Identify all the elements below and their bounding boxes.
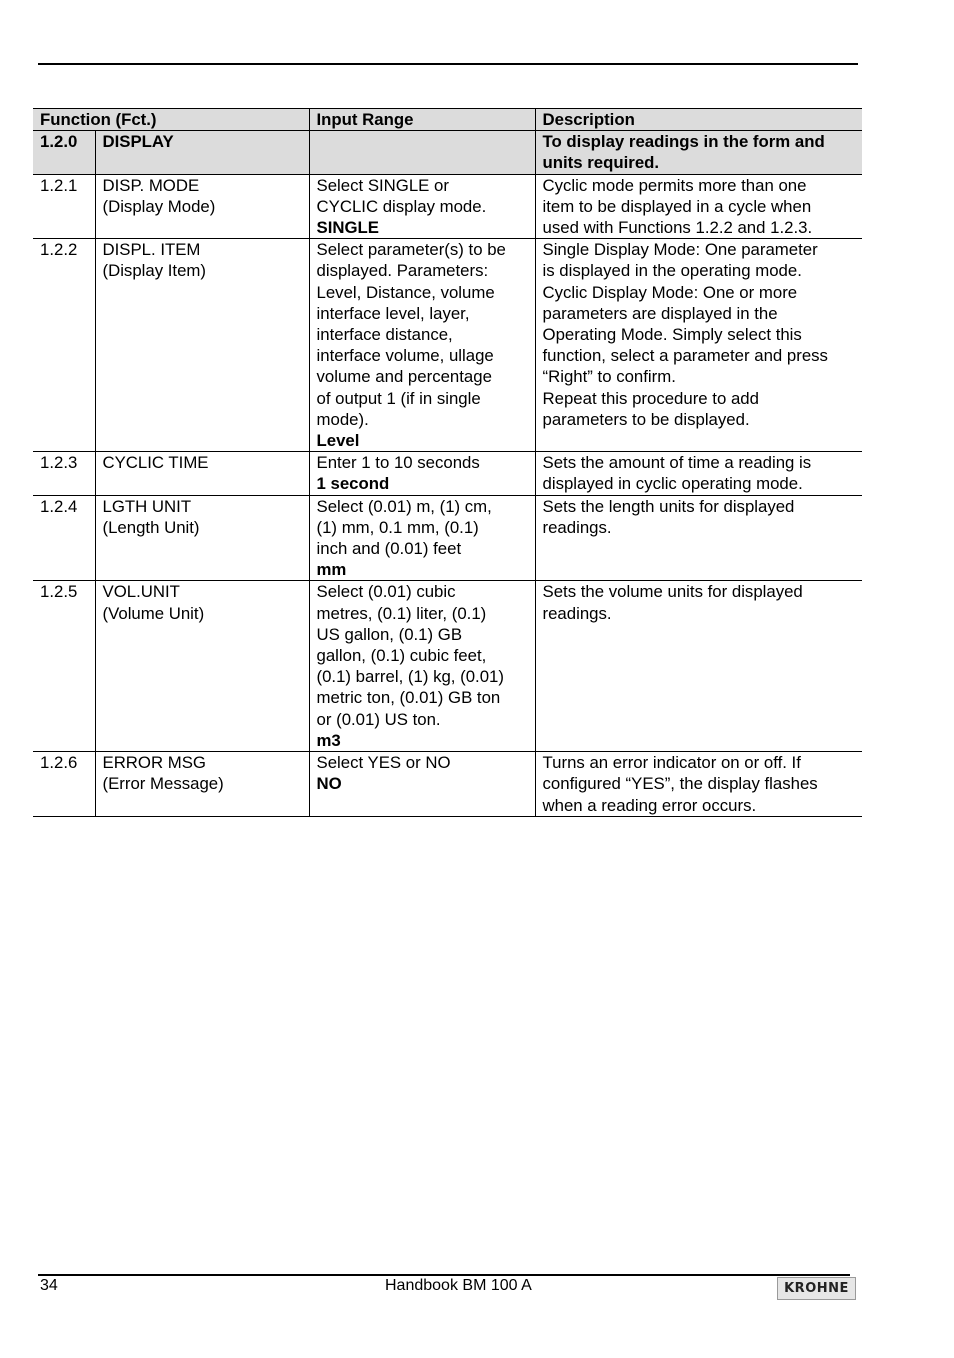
description-line: is displayed in the operating mode.	[542, 261, 802, 281]
function-name-line: DISPL. ITEM	[102, 240, 201, 260]
description-line: Sets the amount of time a reading is	[542, 453, 812, 473]
default-value: m3	[316, 730, 341, 750]
input-range-line: Select YES or NO	[316, 753, 451, 773]
function-name-line: (Display Mode)	[102, 196, 216, 216]
function-table-body	[33, 109, 862, 817]
description-line: Turns an error indicator on or off. If	[542, 753, 801, 773]
input-range-line: metres, (0.1) liter, (0.1)	[316, 603, 487, 623]
function-name	[95, 581, 309, 752]
page-number: 34	[40, 1277, 58, 1294]
header-function: Function (Fct.)	[33, 109, 309, 131]
description-line: “Right” to confirm.	[542, 367, 676, 387]
function-name	[95, 174, 309, 239]
function-number: 1.2.6	[33, 752, 95, 817]
function-name	[95, 752, 309, 817]
description-line: Sets the length units for displayed	[542, 496, 795, 516]
description-line: parameters to be displayed.	[542, 409, 750, 429]
section-number: 1.2.0	[33, 131, 95, 174]
description-line: Sets the volume units for displayed	[542, 582, 803, 602]
default-value: mm	[316, 560, 347, 580]
krohne-logo: KROHNE	[777, 1277, 856, 1300]
description-line: configured “YES”, the display flashes	[542, 774, 818, 794]
description-line: function, select a parameter and press	[542, 346, 828, 366]
input-range-line: mode).	[316, 409, 369, 429]
function-name-line: LGTH UNIT	[102, 496, 192, 516]
input-range-line: Select parameter(s) to be	[316, 240, 506, 260]
input-range-line: US gallon, (0.1) GB	[316, 624, 463, 644]
section-name: DISPLAY	[95, 131, 309, 174]
function-name	[95, 495, 309, 581]
input-range-line: gallon, (0.1) cubic feet,	[316, 646, 487, 666]
description	[535, 452, 862, 495]
table-row	[33, 452, 862, 495]
header-input-range: Input Range	[309, 109, 535, 131]
input-range	[309, 752, 535, 817]
description-line: parameters are displayed in the	[542, 303, 778, 323]
description-line: displayed in cyclic operating mode.	[542, 474, 803, 494]
table-row	[33, 581, 862, 752]
function-name-line: ERROR MSG	[102, 753, 206, 773]
input-range-line: (1) mm, 0.1 mm, (0.1)	[316, 517, 479, 537]
input-range-line: or (0.01) US ton.	[316, 709, 441, 729]
table-header-row	[33, 109, 862, 131]
input-range-line: (0.1) barrel, (1) kg, (0.01)	[316, 667, 504, 687]
input-range-line: interface volume, ullage	[316, 346, 494, 366]
table-row	[33, 239, 862, 452]
section-row	[33, 131, 862, 174]
default-value: SINGLE	[316, 218, 379, 238]
header-description: Description	[535, 109, 862, 131]
table-row	[33, 495, 862, 581]
function-number: 1.2.3	[33, 452, 95, 495]
description-line: used with Functions 1.2.2 and 1.2.3.	[542, 218, 813, 238]
section-description-line: units required.	[542, 153, 660, 173]
input-range-line: Select (0.01) cubic	[316, 582, 456, 602]
default-value: NO	[316, 774, 342, 794]
description	[535, 581, 862, 752]
function-table	[33, 108, 862, 817]
description-line: Single Display Mode: One parameter	[542, 240, 818, 260]
table-row	[33, 174, 862, 239]
top-rule	[38, 63, 858, 65]
function-number: 1.2.5	[33, 581, 95, 752]
section-input	[309, 131, 535, 174]
function-number: 1.2.1	[33, 174, 95, 239]
function-name	[95, 239, 309, 452]
description	[535, 239, 862, 452]
description	[535, 752, 862, 817]
function-name	[95, 452, 309, 495]
input-range	[309, 239, 535, 452]
section-description	[535, 131, 862, 174]
description-line: Operating Mode. Simply select this	[542, 325, 802, 345]
default-value: Level	[316, 431, 360, 451]
function-number: 1.2.2	[33, 239, 95, 452]
description-line: Cyclic mode permits more than one	[542, 175, 807, 195]
input-range-line: interface level, layer,	[316, 303, 470, 323]
input-range-line: displayed. Parameters:	[316, 261, 489, 281]
input-range-line: Level, Distance, volume	[316, 282, 495, 302]
description-line: Cyclic Display Mode: One or more	[542, 282, 798, 302]
table-row	[33, 752, 862, 817]
input-range-line: of output 1 (if in single	[316, 388, 481, 408]
description-line: when a reading error occurs.	[542, 795, 757, 815]
description	[535, 174, 862, 239]
function-number: 1.2.4	[33, 495, 95, 581]
input-range-line: metric ton, (0.01) GB ton	[316, 688, 501, 708]
function-name-line: (Display Item)	[102, 261, 206, 281]
function-name-line: DISP. MODE	[102, 175, 200, 195]
input-range	[309, 581, 535, 752]
input-range	[309, 495, 535, 581]
default-value: 1 second	[316, 474, 390, 494]
description-line: item to be displayed in a cycle when	[542, 196, 812, 216]
function-name-line: VOL.UNIT	[102, 582, 180, 602]
input-range-line: Select SINGLE or	[316, 175, 449, 195]
function-name-line: CYCLIC TIME	[102, 453, 209, 473]
input-range-line: Enter 1 to 10 seconds	[316, 453, 480, 473]
input-range-line: interface distance,	[316, 325, 453, 345]
function-name-line: (Error Message)	[102, 774, 224, 794]
input-range-line: CYCLIC display mode.	[316, 196, 487, 216]
input-range-line: Select (0.01) m, (1) cm,	[316, 496, 492, 516]
handbook-title: Handbook BM 100 A	[385, 1277, 532, 1294]
input-range-line: volume and percentage	[316, 367, 492, 387]
section-description-line: To display readings in the form and	[542, 132, 825, 152]
function-name-line: (Volume Unit)	[102, 603, 205, 623]
description	[535, 495, 862, 581]
footer-rule	[38, 1274, 850, 1276]
description-line: readings.	[542, 603, 612, 623]
description-line: Repeat this procedure to add	[542, 388, 759, 408]
input-range	[309, 174, 535, 239]
input-range-line: inch and (0.01) feet	[316, 539, 462, 559]
function-name-line: (Length Unit)	[102, 517, 200, 537]
description-line: readings.	[542, 517, 612, 537]
input-range	[309, 452, 535, 495]
